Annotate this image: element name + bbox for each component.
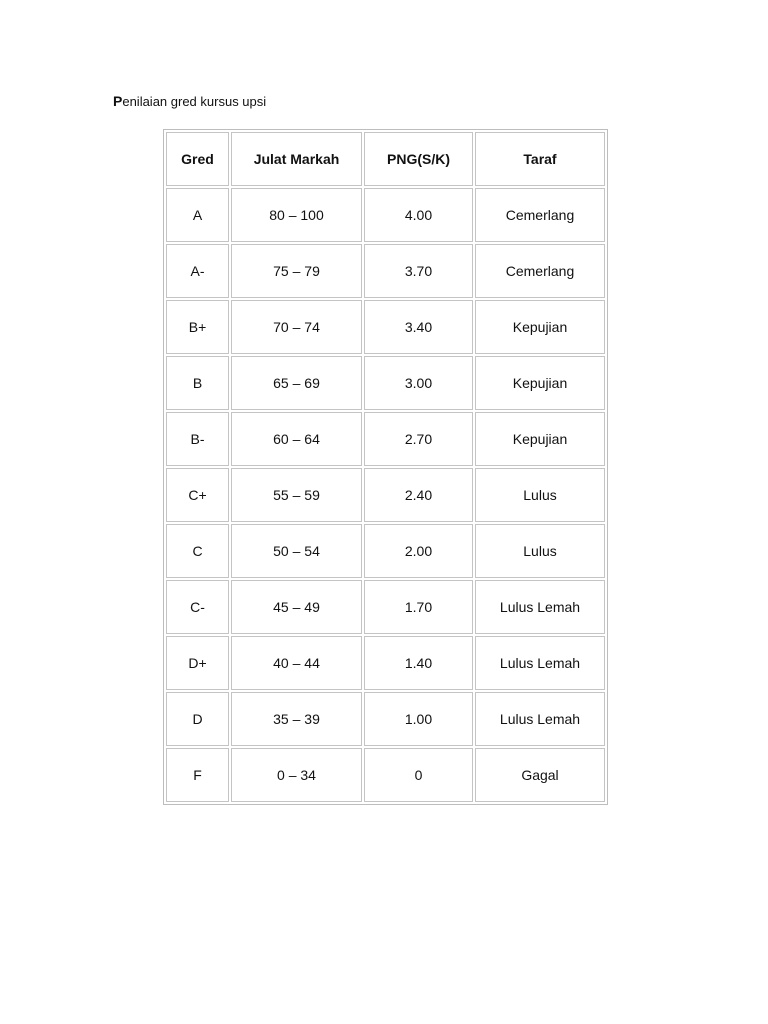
cell-taraf: Kepujian — [475, 300, 605, 354]
cell-gred: A- — [166, 244, 229, 298]
table-row — [166, 524, 605, 578]
cell-gred: D — [166, 692, 229, 746]
cell-png: 2.40 — [364, 468, 473, 522]
cell-julat: 65 – 69 — [231, 356, 362, 410]
cell-taraf: Lulus Lemah — [475, 692, 605, 746]
cell-julat: 50 – 54 — [231, 524, 362, 578]
cell-png: 2.70 — [364, 412, 473, 466]
cell-taraf: Cemerlang — [475, 244, 605, 298]
cell-julat: 70 – 74 — [231, 300, 362, 354]
cell-taraf: Lulus Lemah — [475, 636, 605, 690]
cell-taraf: Kepujian — [475, 412, 605, 466]
cell-png: 1.00 — [364, 692, 473, 746]
cell-taraf: Lulus — [475, 468, 605, 522]
document-title-initial: P — [113, 93, 123, 109]
cell-taraf: Cemerlang — [475, 188, 605, 242]
cell-julat: 35 – 39 — [231, 692, 362, 746]
cell-png: 3.40 — [364, 300, 473, 354]
table-row — [166, 244, 605, 298]
cell-png: 1.70 — [364, 580, 473, 634]
header-png: PNG(S/K) — [364, 132, 473, 186]
cell-julat: 75 – 79 — [231, 244, 362, 298]
cell-gred: F — [166, 748, 229, 802]
cell-png: 3.00 — [364, 356, 473, 410]
cell-taraf: Gagal — [475, 748, 605, 802]
header-gred: Gred — [166, 132, 229, 186]
cell-julat: 80 – 100 — [231, 188, 362, 242]
table-row — [166, 468, 605, 522]
grade-table — [163, 129, 608, 805]
cell-taraf: Kepujian — [475, 356, 605, 410]
cell-taraf: Lulus Lemah — [475, 580, 605, 634]
cell-gred: A — [166, 188, 229, 242]
cell-gred: D+ — [166, 636, 229, 690]
cell-png: 2.00 — [364, 524, 473, 578]
cell-png: 4.00 — [364, 188, 473, 242]
table-row — [166, 636, 605, 690]
table-row — [166, 356, 605, 410]
cell-gred: C — [166, 524, 229, 578]
table-body — [166, 188, 605, 802]
cell-gred: B+ — [166, 300, 229, 354]
cell-julat: 45 – 49 — [231, 580, 362, 634]
table-header-row — [166, 132, 605, 186]
table-row — [166, 188, 605, 242]
cell-julat: 60 – 64 — [231, 412, 362, 466]
cell-julat: 40 – 44 — [231, 636, 362, 690]
cell-gred: C+ — [166, 468, 229, 522]
document-title — [113, 93, 266, 109]
cell-gred: B — [166, 356, 229, 410]
header-taraf: Taraf — [475, 132, 605, 186]
table-row — [166, 692, 605, 746]
cell-png: 3.70 — [364, 244, 473, 298]
table-row — [166, 748, 605, 802]
cell-julat: 0 – 34 — [231, 748, 362, 802]
cell-julat: 55 – 59 — [231, 468, 362, 522]
cell-gred: B- — [166, 412, 229, 466]
cell-png: 0 — [364, 748, 473, 802]
table-row — [166, 300, 605, 354]
header-julat-markah: Julat Markah — [231, 132, 362, 186]
document-title-text: enilaian gred kursus upsi — [122, 94, 267, 109]
table-row — [166, 580, 605, 634]
table-row — [166, 412, 605, 466]
cell-png: 1.40 — [364, 636, 473, 690]
cell-taraf: Lulus — [475, 524, 605, 578]
cell-gred: C- — [166, 580, 229, 634]
